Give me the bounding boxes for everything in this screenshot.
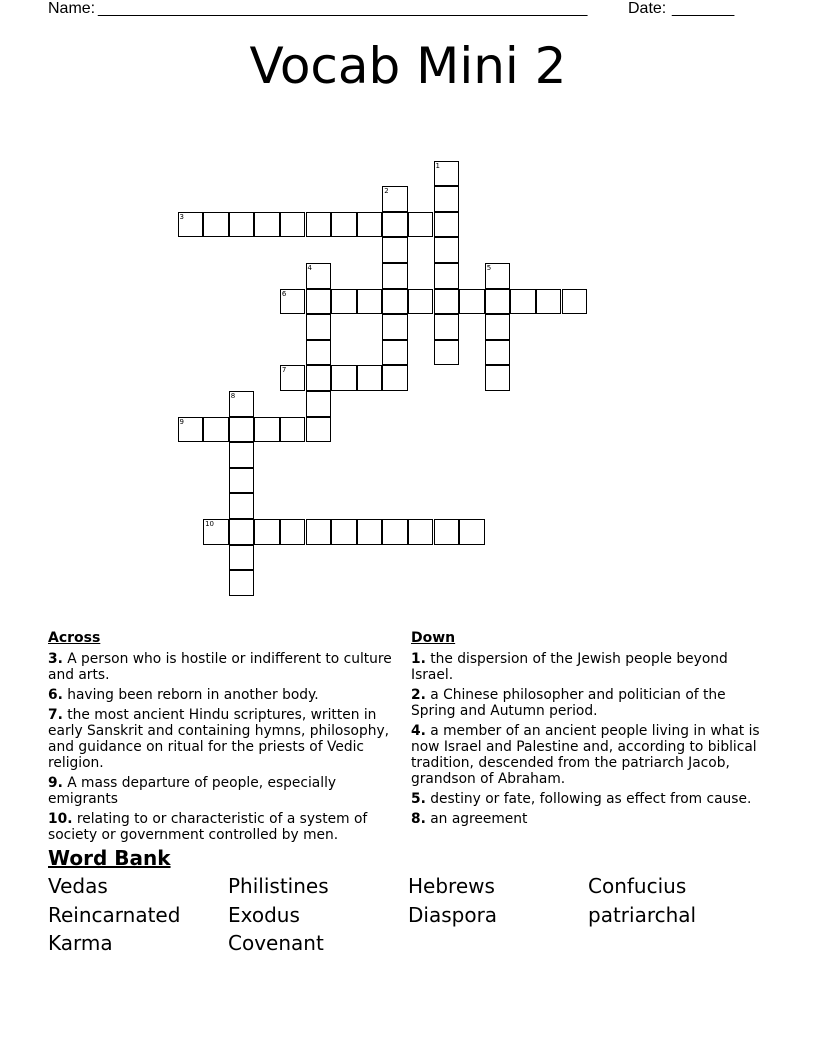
crossword-cell[interactable] <box>408 519 434 545</box>
clue-text: a member of an ancient people living in what is now Israel and Palestine and, according to biblical tradition, descended from the patriarch Jacob, grandson of Abraham. <box>411 723 760 787</box>
crossword-cell[interactable] <box>434 314 460 340</box>
word-bank-item: patriarchal <box>588 902 697 927</box>
crossword-cell[interactable] <box>306 289 332 315</box>
across-clue <box>48 707 410 771</box>
crossword-cell[interactable] <box>254 519 280 545</box>
clue-text: having been reborn in another body. <box>62 687 319 703</box>
crossword-cell[interactable] <box>434 289 460 315</box>
crossword-cell[interactable] <box>280 289 306 315</box>
word-bank-title: Word Bank <box>48 846 171 870</box>
clue-text: the most ancient Hindu scriptures, written in early Sanskrit and containing hymns, philosophy, and guidance on ritual for the priests of Vedic religion. <box>48 707 390 771</box>
clue-text: the dispersion of the Jewish people beyond Israel. <box>411 651 728 683</box>
crossword-cell[interactable] <box>229 417 255 443</box>
crossword-cell[interactable] <box>229 212 255 238</box>
word-bank-item: Reincarnated <box>48 902 181 927</box>
crossword-cell[interactable] <box>408 212 434 238</box>
date-blank-line[interactable]: _______ <box>672 0 735 17</box>
crossword-cell[interactable] <box>306 314 332 340</box>
crossword-cell[interactable] <box>203 212 229 238</box>
across-clues <box>48 629 410 844</box>
crossword-cell[interactable] <box>357 212 383 238</box>
crossword-cell[interactable] <box>382 340 408 366</box>
word-bank <box>48 873 768 959</box>
crossword-cell[interactable] <box>459 519 485 545</box>
clue-number: 3 <box>179 212 184 221</box>
date-label: Date: <box>628 0 667 17</box>
crossword-cell[interactable] <box>306 417 332 443</box>
crossword-cell[interactable] <box>178 417 204 443</box>
clue-number: 3. <box>48 651 63 667</box>
name-label: Name: <box>48 0 96 17</box>
across-heading: Across <box>48 630 101 646</box>
across-clue-list <box>48 651 410 843</box>
crossword-cell[interactable] <box>382 365 408 391</box>
clue-number: 9. <box>48 775 63 791</box>
crossword-cell[interactable] <box>229 391 255 417</box>
clue-number: 2 <box>384 187 389 196</box>
crossword-cell[interactable] <box>331 212 357 238</box>
crossword-cell[interactable] <box>306 391 332 417</box>
down-clue <box>411 811 771 827</box>
crossword-cell[interactable] <box>331 365 357 391</box>
crossword-cell[interactable] <box>254 417 280 443</box>
down-clue <box>411 687 771 719</box>
crossword-cell[interactable] <box>408 289 434 315</box>
crossword-cell[interactable] <box>254 212 280 238</box>
crossword-cell[interactable] <box>434 263 460 289</box>
crossword-cell[interactable] <box>510 289 536 315</box>
clue-text: an agreement <box>425 811 528 827</box>
clue-number: 7 <box>281 366 287 375</box>
crossword-cell[interactable] <box>382 186 408 212</box>
down-clue <box>411 791 771 807</box>
crossword-cell[interactable] <box>434 237 460 263</box>
clue-number: 10. <box>48 811 73 827</box>
crossword-cell[interactable] <box>562 289 588 315</box>
word-bank-item: Covenant <box>228 931 324 955</box>
crossword-cell[interactable] <box>229 519 255 545</box>
clue-number: 5. <box>411 791 426 807</box>
word-bank-item: Exodus <box>228 902 300 927</box>
word-bank-item: Confucius <box>588 874 687 898</box>
clue-text: a Chinese philosopher and politician of the Spring and Autumn period. <box>411 687 726 719</box>
down-clues <box>411 629 771 828</box>
clue-text: A person who is hostile or indifferent to culture and arts. <box>48 651 392 683</box>
word-bank-item: Vedas <box>48 874 108 898</box>
down-clue-list <box>411 651 771 827</box>
crossword-cell[interactable] <box>357 519 383 545</box>
across-clue <box>48 687 410 703</box>
crossword-cell[interactable] <box>434 161 460 187</box>
crossword-cell[interactable] <box>434 186 460 212</box>
crossword-cell[interactable] <box>306 263 332 289</box>
word-bank-item: Karma <box>48 931 113 955</box>
clue-number: 6. <box>48 687 63 703</box>
crossword-cell[interactable] <box>306 365 332 391</box>
clue-number: 1. <box>411 651 426 667</box>
crossword-cell[interactable] <box>331 289 357 315</box>
across-clue <box>48 651 410 683</box>
word-bank-item: Philistines <box>228 874 329 898</box>
down-heading: Down <box>411 630 456 646</box>
crossword-cell[interactable] <box>229 545 255 571</box>
clue-number: 5 <box>486 264 492 272</box>
clue-number: 4 <box>307 264 312 272</box>
crossword-cell[interactable] <box>485 263 511 289</box>
crossword-cell[interactable] <box>382 314 408 340</box>
crossword-cell[interactable] <box>434 212 460 238</box>
word-bank-item: Diaspora <box>408 902 498 927</box>
crossword-cell[interactable] <box>229 468 255 494</box>
clue-number: 9 <box>179 417 184 426</box>
crossword-cell[interactable] <box>485 314 511 340</box>
crossword-cell[interactable] <box>229 570 255 596</box>
crossword-cell[interactable] <box>280 365 306 391</box>
clue-number: 6 <box>281 289 287 298</box>
down-clue <box>411 651 771 683</box>
clue-number: 7. <box>48 707 63 723</box>
crossword-cell[interactable] <box>203 417 229 443</box>
crossword-cell[interactable] <box>280 417 306 443</box>
clue-number: 8 <box>230 392 236 400</box>
down-clue <box>411 723 771 787</box>
crossword-cell[interactable] <box>229 442 255 468</box>
crossword-cell[interactable] <box>306 212 332 238</box>
crossword-cell[interactable] <box>280 212 306 238</box>
header <box>0 0 816 20</box>
crossword-cell[interactable] <box>382 237 408 263</box>
crossword-cell[interactable] <box>382 289 408 315</box>
clue-number: 2. <box>411 687 426 703</box>
crossword-cell[interactable] <box>203 519 229 545</box>
crossword-cell[interactable] <box>306 340 332 366</box>
crossword-cell[interactable] <box>357 365 383 391</box>
across-clue <box>48 775 410 807</box>
crossword-cell[interactable] <box>229 493 255 519</box>
crossword-cell[interactable] <box>357 289 383 315</box>
clue-text: A mass departure of people, especially emigrants <box>48 775 337 807</box>
crossword-cell[interactable] <box>382 263 408 289</box>
across-clue <box>48 811 410 843</box>
crossword-cell[interactable] <box>485 289 511 315</box>
crossword-cell[interactable] <box>434 519 460 545</box>
clue-number: 4. <box>411 723 426 739</box>
crossword-cell[interactable] <box>331 519 357 545</box>
word-bank-item: Hebrews <box>408 874 495 898</box>
crossword-cell[interactable] <box>536 289 562 315</box>
clue-number: 10 <box>205 520 215 528</box>
crossword-cell[interactable] <box>382 519 408 545</box>
clue-number: 8. <box>411 811 426 827</box>
name-blank-line[interactable]: _______________________________________________________ <box>98 0 588 17</box>
crossword-cell[interactable] <box>382 212 408 238</box>
clue-number: 1 <box>435 161 440 170</box>
crossword-cell[interactable] <box>280 519 306 545</box>
crossword-cell[interactable] <box>306 519 332 545</box>
clue-text: relating to or characteristic of a system of society or government controlled by men. <box>48 811 368 843</box>
crossword-cell[interactable] <box>434 340 460 366</box>
crossword-cell[interactable] <box>178 212 204 238</box>
crossword-cell[interactable] <box>485 365 511 391</box>
crossword-cell[interactable] <box>485 340 511 366</box>
clue-text: destiny or fate, following as effect from cause. <box>425 791 752 807</box>
page-title: Vocab Mini 2 <box>249 37 567 95</box>
crossword-cell[interactable] <box>459 289 485 315</box>
